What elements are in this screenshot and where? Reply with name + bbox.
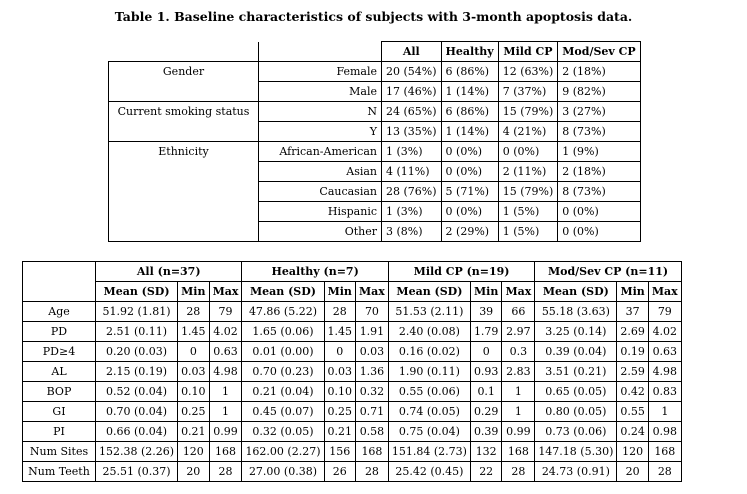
value-cell: 28 — [178, 302, 210, 322]
empty-header-cell — [109, 42, 259, 62]
value-cell: 168 — [356, 442, 389, 462]
value-cell: 6 (86%) — [441, 62, 498, 82]
value-cell: 0.03 — [324, 362, 356, 382]
value-cell: 3.25 (0.14) — [535, 322, 617, 342]
header-row — [109, 42, 641, 62]
value-cell: 20 — [178, 462, 210, 482]
value-cell: 2.83 — [502, 362, 535, 382]
category-cell — [109, 222, 259, 242]
value-cell: 0.01 (0.00) — [242, 342, 324, 362]
value-cell: 168 — [648, 442, 681, 462]
subcategory-label: Asian — [259, 162, 382, 182]
value-cell: 0.20 (0.03) — [96, 342, 178, 362]
subheader-mean-sd: Mean (SD) — [96, 282, 178, 302]
value-cell: 0 (0%) — [441, 142, 498, 162]
group-header-mild: Mild CP (n=19) — [388, 262, 534, 282]
category-label: Ethnicity — [109, 142, 259, 162]
table-row — [109, 202, 641, 222]
value-cell: 28 — [324, 302, 356, 322]
value-cell: 1.45 — [324, 322, 356, 342]
value-cell: 3 (8%) — [382, 222, 442, 242]
value-cell: 2.69 — [617, 322, 649, 342]
value-cell: 2 (11%) — [498, 162, 558, 182]
table-row — [109, 82, 641, 102]
row-label: GI — [23, 402, 96, 422]
col-header-modsev: Mod/Sev CP — [558, 42, 640, 62]
table-row — [23, 342, 682, 362]
value-cell: 0.83 — [648, 382, 681, 402]
subheader-min: Min — [178, 282, 210, 302]
value-cell: 0.52 (0.04) — [96, 382, 178, 402]
value-cell: 1.65 (0.06) — [242, 322, 324, 342]
value-cell: 28 — [648, 462, 681, 482]
value-cell: 1 (5%) — [498, 222, 558, 242]
value-cell: 1 (14%) — [441, 122, 498, 142]
table-row — [109, 162, 641, 182]
value-cell: 0.70 (0.04) — [96, 402, 178, 422]
table-row — [109, 62, 641, 82]
value-cell: 51.53 (2.11) — [388, 302, 470, 322]
table-row — [23, 302, 682, 322]
value-cell: 0 (0%) — [441, 202, 498, 222]
row-label: BOP — [23, 382, 96, 402]
subcategory-label: Male — [259, 82, 382, 102]
demographics-table — [108, 41, 641, 242]
value-cell: 0 — [470, 342, 502, 362]
table-row — [23, 382, 682, 402]
subheader-max: Max — [502, 282, 535, 302]
value-cell: 8 (73%) — [558, 182, 640, 202]
value-cell: 1.79 — [470, 322, 502, 342]
value-cell: 4.98 — [648, 362, 681, 382]
subheader-max: Max — [209, 282, 242, 302]
value-cell: 0.55 — [617, 402, 649, 422]
subheader-mean-sd: Mean (SD) — [388, 282, 470, 302]
value-cell: 55.18 (3.63) — [535, 302, 617, 322]
value-cell: 28 (76%) — [382, 182, 442, 202]
subheader-mean-sd: Mean (SD) — [242, 282, 324, 302]
value-cell: 9 (82%) — [558, 82, 640, 102]
value-cell: 51.92 (1.81) — [96, 302, 178, 322]
value-cell: 1 (3%) — [382, 202, 442, 222]
value-cell: 1.90 (0.11) — [388, 362, 470, 382]
value-cell: 168 — [209, 442, 242, 462]
value-cell: 25.51 (0.37) — [96, 462, 178, 482]
value-cell: 1 — [502, 402, 535, 422]
value-cell: 0.73 (0.06) — [535, 422, 617, 442]
row-label: PD — [23, 322, 96, 342]
row-label: Num Sites — [23, 442, 96, 462]
value-cell: 0.71 — [356, 402, 389, 422]
group-header-all: All (n=37) — [96, 262, 242, 282]
value-cell: 25.42 (0.45) — [388, 462, 470, 482]
value-cell: 79 — [648, 302, 681, 322]
value-cell: 0.98 — [648, 422, 681, 442]
clinical-measures-table — [22, 261, 682, 482]
value-cell: 2.59 — [617, 362, 649, 382]
value-cell: 0.21 (0.04) — [242, 382, 324, 402]
col-header-all: All — [382, 42, 442, 62]
value-cell: 5 (71%) — [441, 182, 498, 202]
group-header-healthy: Healthy (n=7) — [242, 262, 388, 282]
value-cell: 0.63 — [648, 342, 681, 362]
value-cell: 8 (73%) — [558, 122, 640, 142]
value-cell: 1 (14%) — [441, 82, 498, 102]
value-cell: 1.36 — [356, 362, 389, 382]
value-cell: 168 — [502, 442, 535, 462]
subcategory-label: Female — [259, 62, 382, 82]
value-cell: 0.25 — [324, 402, 356, 422]
row-label: PD≥4 — [23, 342, 96, 362]
value-cell: 0.65 (0.05) — [535, 382, 617, 402]
value-cell: 1 (9%) — [558, 142, 640, 162]
value-cell: 15 (79%) — [498, 102, 558, 122]
table-row — [23, 462, 682, 482]
value-cell: 39 — [470, 302, 502, 322]
value-cell: 4.98 — [209, 362, 242, 382]
table-row — [23, 362, 682, 382]
corner-cell — [23, 262, 96, 302]
row-label: Age — [23, 302, 96, 322]
value-cell: 0.03 — [178, 362, 210, 382]
value-cell: 28 — [356, 462, 389, 482]
subcategory-label: Other — [259, 222, 382, 242]
value-cell: 156 — [324, 442, 356, 462]
value-cell: 2.15 (0.19) — [96, 362, 178, 382]
row-label: PI — [23, 422, 96, 442]
value-cell: 70 — [356, 302, 389, 322]
value-cell: 0.74 (0.05) — [388, 402, 470, 422]
value-cell: 151.84 (2.73) — [388, 442, 470, 462]
value-cell: 0 — [324, 342, 356, 362]
value-cell: 0.55 (0.06) — [388, 382, 470, 402]
value-cell: 24 (65%) — [382, 102, 442, 122]
value-cell: 2 (18%) — [558, 162, 640, 182]
table-row — [109, 222, 641, 242]
value-cell: 147.18 (5.30) — [535, 442, 617, 462]
value-cell: 2.40 (0.08) — [388, 322, 470, 342]
value-cell: 0.39 — [470, 422, 502, 442]
value-cell: 20 — [617, 462, 649, 482]
empty-header-cell — [259, 42, 382, 62]
category-label: Current smoking status — [109, 102, 259, 122]
value-cell: 0.63 — [209, 342, 242, 362]
value-cell: 0.45 (0.07) — [242, 402, 324, 422]
subcategory-label: Hispanic — [259, 202, 382, 222]
value-cell: 79 — [209, 302, 242, 322]
category-cell — [109, 182, 259, 202]
subheader-min: Min — [617, 282, 649, 302]
value-cell: 0.10 — [324, 382, 356, 402]
value-cell: 0 (0%) — [441, 162, 498, 182]
table-row — [23, 422, 682, 442]
value-cell: 0.70 (0.23) — [242, 362, 324, 382]
value-cell: 13 (35%) — [382, 122, 442, 142]
value-cell: 152.38 (2.26) — [96, 442, 178, 462]
subcategory-label: Y — [259, 122, 382, 142]
value-cell: 4 (11%) — [382, 162, 442, 182]
value-cell: 1 (5%) — [498, 202, 558, 222]
value-cell: 162.00 (2.27) — [242, 442, 324, 462]
value-cell: 12 (63%) — [498, 62, 558, 82]
subheader-max: Max — [356, 282, 389, 302]
value-cell: 0.66 (0.04) — [96, 422, 178, 442]
value-cell: 0.93 — [470, 362, 502, 382]
value-cell: 1.45 — [178, 322, 210, 342]
value-cell: 0.58 — [356, 422, 389, 442]
subheader-min: Min — [324, 282, 356, 302]
table-row — [109, 182, 641, 202]
value-cell: 0.10 — [178, 382, 210, 402]
subheader-max: Max — [648, 282, 681, 302]
value-cell: 24.73 (0.91) — [535, 462, 617, 482]
value-cell: 1 — [209, 402, 242, 422]
col-header-healthy: Healthy — [441, 42, 498, 62]
value-cell: 0.25 — [178, 402, 210, 422]
value-cell: 47.86 (5.22) — [242, 302, 324, 322]
value-cell: 0.99 — [502, 422, 535, 442]
value-cell: 7 (37%) — [498, 82, 558, 102]
value-cell: 66 — [502, 302, 535, 322]
value-cell: 0 (0%) — [558, 222, 640, 242]
value-cell: 0.75 (0.04) — [388, 422, 470, 442]
table-row — [23, 322, 682, 342]
value-cell: 20 (54%) — [382, 62, 442, 82]
value-cell: 28 — [502, 462, 535, 482]
value-cell: 4.02 — [648, 322, 681, 342]
value-cell: 0.32 — [356, 382, 389, 402]
value-cell: 0.80 (0.05) — [535, 402, 617, 422]
category-cell — [109, 122, 259, 142]
value-cell: 0.24 — [617, 422, 649, 442]
subheader-row — [23, 282, 682, 302]
value-cell: 17 (46%) — [382, 82, 442, 102]
value-cell: 0.21 — [324, 422, 356, 442]
value-cell: 1.91 — [356, 322, 389, 342]
value-cell: 1 — [502, 382, 535, 402]
table-row — [23, 442, 682, 462]
value-cell: 22 — [470, 462, 502, 482]
value-cell: 0.21 — [178, 422, 210, 442]
subcategory-label: N — [259, 102, 382, 122]
value-cell: 0 — [178, 342, 210, 362]
value-cell: 6 (86%) — [441, 102, 498, 122]
value-cell: 0.19 — [617, 342, 649, 362]
subheader-min: Min — [470, 282, 502, 302]
value-cell: 37 — [617, 302, 649, 322]
value-cell: 3 (27%) — [558, 102, 640, 122]
category-cell — [109, 162, 259, 182]
value-cell: 2.97 — [502, 322, 535, 342]
category-label: Gender — [109, 62, 259, 82]
value-cell: 0.99 — [209, 422, 242, 442]
value-cell: 15 (79%) — [498, 182, 558, 202]
value-cell: 1 (3%) — [382, 142, 442, 162]
value-cell: 0.32 (0.05) — [242, 422, 324, 442]
value-cell: 2.51 (0.11) — [96, 322, 178, 342]
row-label: Num Teeth — [23, 462, 96, 482]
subheader-mean-sd: Mean (SD) — [535, 282, 617, 302]
category-cell — [109, 82, 259, 102]
value-cell: 0 (0%) — [498, 142, 558, 162]
table-row — [23, 402, 682, 422]
value-cell: 0.29 — [470, 402, 502, 422]
value-cell: 1 — [209, 382, 242, 402]
value-cell: 0.16 (0.02) — [388, 342, 470, 362]
group-header-modsev: Mod/Sev CP (n=11) — [535, 262, 681, 282]
row-label: AL — [23, 362, 96, 382]
col-header-mild: Mild CP — [498, 42, 558, 62]
value-cell: 120 — [178, 442, 210, 462]
value-cell: 0.42 — [617, 382, 649, 402]
value-cell: 2 (18%) — [558, 62, 640, 82]
value-cell: 4.02 — [209, 322, 242, 342]
value-cell: 132 — [470, 442, 502, 462]
group-header-row — [23, 262, 682, 282]
value-cell: 0 (0%) — [558, 202, 640, 222]
value-cell: 27.00 (0.38) — [242, 462, 324, 482]
value-cell: 1 — [648, 402, 681, 422]
value-cell: 3.51 (0.21) — [535, 362, 617, 382]
table-title: Table 1. Baseline characteristics of subjects with 3-month apoptosis data. — [114, 9, 633, 24]
value-cell: 0.03 — [356, 342, 389, 362]
value-cell: 4 (21%) — [498, 122, 558, 142]
value-cell: 26 — [324, 462, 356, 482]
subcategory-label: African-American — [259, 142, 382, 162]
value-cell: 0.1 — [470, 382, 502, 402]
subcategory-label: Caucasian — [259, 182, 382, 202]
table-row — [109, 102, 641, 122]
value-cell: 2 (29%) — [441, 222, 498, 242]
value-cell: 0.3 — [502, 342, 535, 362]
value-cell: 28 — [209, 462, 242, 482]
value-cell: 0.39 (0.04) — [535, 342, 617, 362]
value-cell: 120 — [617, 442, 649, 462]
category-cell — [109, 202, 259, 222]
table-row — [109, 142, 641, 162]
table-row — [109, 122, 641, 142]
